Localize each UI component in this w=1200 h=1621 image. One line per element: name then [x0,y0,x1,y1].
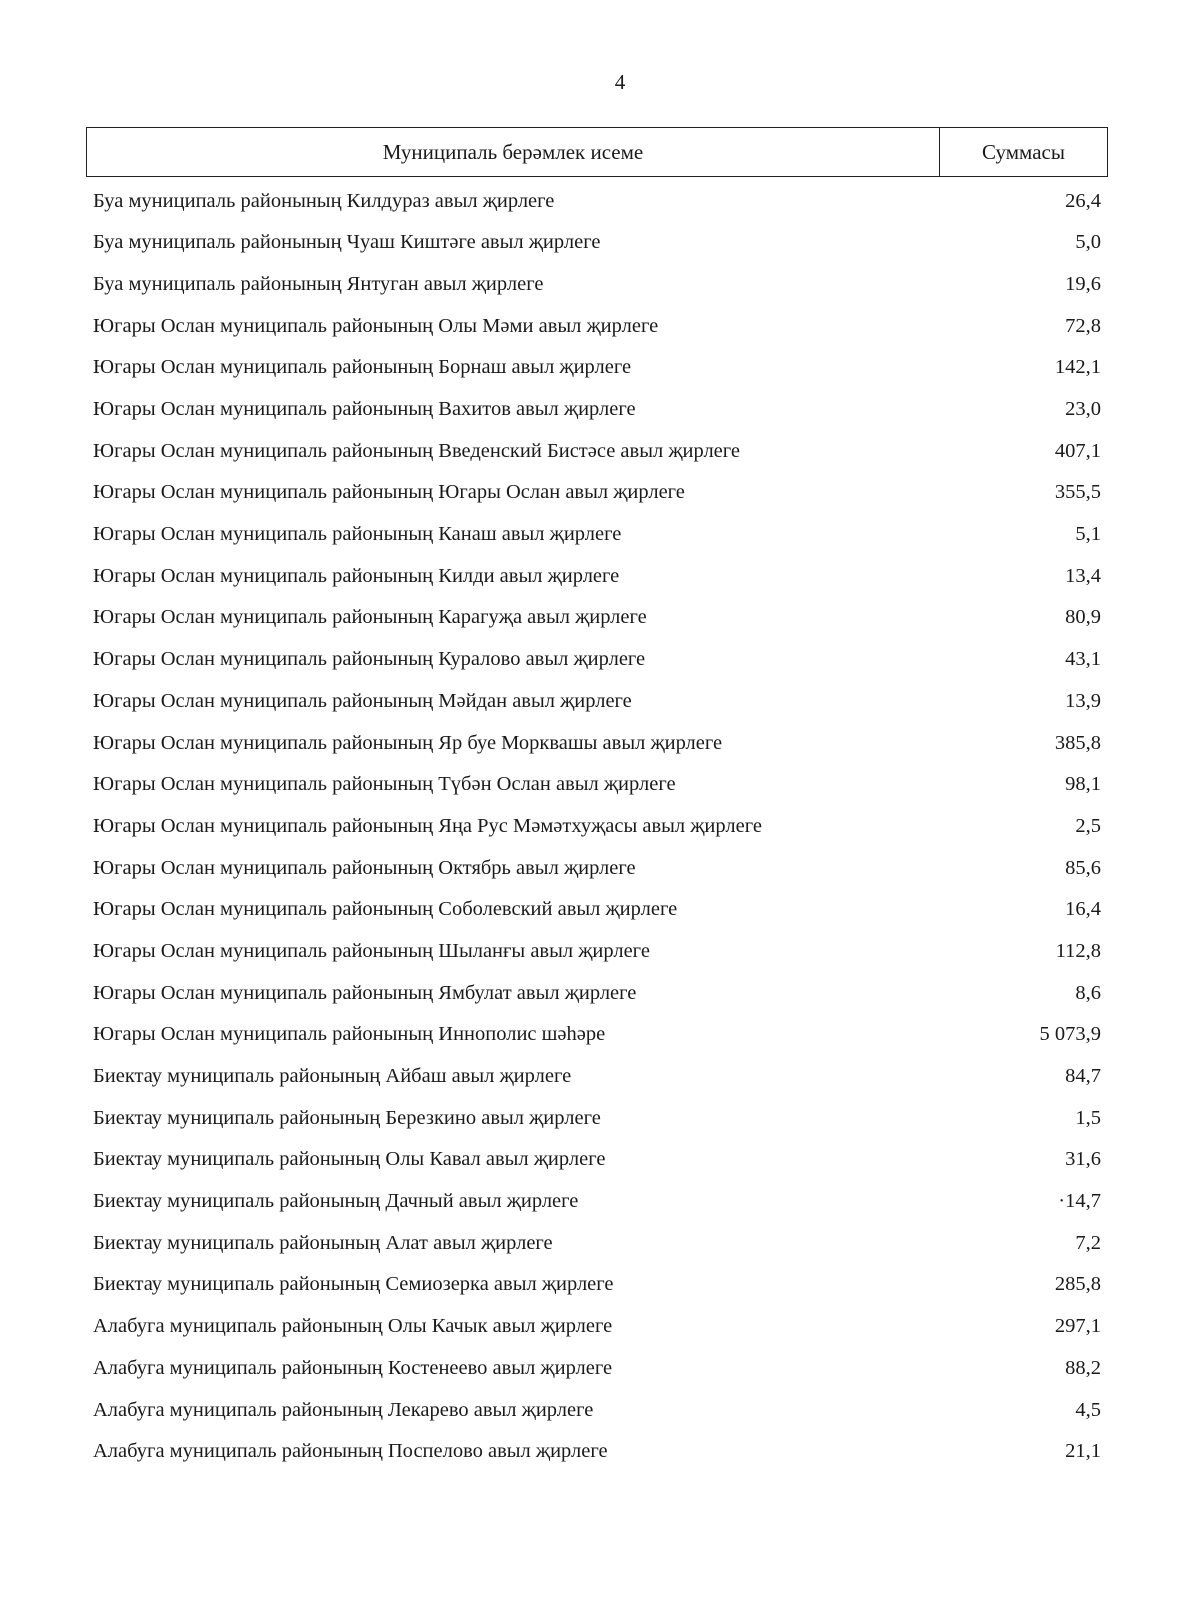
sum-value: 31,6 [1065,1148,1101,1171]
municipality-name: Югары Ослан муниципаль районының Ямбулат авыл җирлеге [93,981,637,1004]
sum-value: 285,8 [1054,1273,1101,1296]
sum-value: 13,9 [1065,689,1101,712]
table-row [93,889,1101,931]
sum-value: 13,4 [1065,564,1101,587]
municipality-name: Биектау муниципаль районының Дачный авыл җирлеге [93,1190,579,1213]
table-row [93,1389,1101,1431]
municipality-name: Югары Ослан муниципаль районының Борнаш авыл җирлеге [93,356,632,379]
municipality-name: Биектау муниципаль районының Семиозерка авыл җирлеге [93,1273,614,1296]
sum-value: 84,7 [1065,1065,1101,1088]
municipality-name: Югары Ослан муниципаль районының Канаш авыл җирлеге [93,523,622,546]
sum-value: 85,6 [1065,856,1101,879]
sum-value: 385,8 [1054,731,1101,754]
table-row [93,305,1101,347]
sum-value: 2,5 [1075,814,1101,837]
table-row [93,1347,1101,1389]
municipality-name: Алабуга муниципаль районының Олы Качык авыл җирлеге [93,1315,613,1338]
sum-value: 5 073,9 [1039,1023,1101,1046]
table-row [93,847,1101,889]
sum-value: 112,8 [1055,939,1101,962]
table-row [93,1055,1101,1097]
municipality-name: Югары Ослан муниципаль районының Вахитов авыл җирлеге [93,398,636,421]
municipality-name: Югары Ослан муниципаль районының Октябрь авыл җирлеге [93,856,636,879]
table-body [93,180,1101,1472]
municipality-name: Югары Ослан муниципаль районының Иннополис шәһәре [93,1023,606,1046]
municipality-name: Биектау муниципаль районының Айбаш авыл җирлеге [93,1065,572,1088]
table-row [93,680,1101,722]
sum-value: 16,4 [1065,898,1101,921]
municipality-name: Буа муниципаль районының Килдураз авыл җирлеге [93,189,555,212]
municipality-name: Югары Ослан муниципаль районының Введенский Бистәсе авыл җирлеге [93,439,741,462]
sum-value: 407,1 [1054,439,1101,462]
municipality-name: Югары Ослан муниципаль районының Мәйдан авыл җирлеге [93,689,632,712]
sum-value: 355,5 [1054,481,1101,504]
table-row [93,805,1101,847]
municipality-name: Югары Ослан муниципаль районының Куралово авыл җирлеге [93,648,646,671]
table-row [93,1139,1101,1181]
table-row [93,222,1101,264]
column-header-name: Муниципаль берәмлек исеме [87,128,940,176]
municipality-name: Буа муниципаль районының Чуаш Киштәге авыл җирлеге [93,231,601,254]
municipality-name: Югары Ослан муниципаль районының Югары Ослан авыл җирлеге [93,481,685,504]
municipality-name: Югары Ослан муниципаль районының Килди авыл җирлеге [93,564,620,587]
sum-value: 297,1 [1054,1315,1101,1338]
table-row [93,1222,1101,1264]
municipality-name: Югары Ослан муниципаль районының Яр буе Морквашы авыл җирлеге [93,731,723,754]
sum-value: 98,1 [1065,773,1101,796]
sum-value: 7,2 [1075,1231,1101,1254]
table-row [93,722,1101,764]
municipality-name: Югары Ослан муниципаль районының Түбән Ослан авыл җирлеге [93,773,676,796]
municipality-name: Югары Ослан муниципаль районының Соболевский авыл җирлеге [93,898,678,921]
table-row [93,639,1101,681]
municipality-name: Алабуга муниципаль районының Костенеево авыл җирлеге [93,1356,613,1379]
table-row [93,597,1101,639]
municipality-name: Югары Ослан муниципаль районының Яңа Рус Мәмәтхуҗасы авыл җирлеге [93,814,762,837]
table-row [93,430,1101,472]
sum-value: 88,2 [1065,1356,1101,1379]
table-row [93,930,1101,972]
page-number: 4 [614,70,626,94]
municipality-name: Биектау муниципаль районының Олы Кавал авыл җирлеге [93,1148,606,1171]
table-row [93,972,1101,1014]
table-row [93,1181,1101,1223]
municipality-name: Югары Ослан муниципаль районының Шыланғы авыл җирлеге [93,939,650,962]
sum-value: 5,0 [1075,231,1101,254]
table-row [93,1431,1101,1473]
sum-value: 19,6 [1065,272,1101,295]
table-row [93,1014,1101,1056]
sum-value: 21,1 [1065,1440,1101,1463]
sum-value: 80,9 [1065,606,1101,629]
table-row [93,347,1101,389]
municipality-name: Алабуга муниципаль районының Поспелово авыл җирлеге [93,1440,608,1463]
sum-value: 26,4 [1065,189,1101,212]
sum-value: 72,8 [1065,314,1101,337]
table-row [93,514,1101,556]
municipality-name: Югары Ослан муниципаль районының Карагуҗа авыл җирлеге [93,606,647,629]
sum-value: 43,1 [1065,648,1101,671]
sum-value: 1,5 [1075,1106,1101,1129]
table-row [93,1097,1101,1139]
column-header-sum: Суммасы [982,139,1065,164]
table-row [93,472,1101,514]
municipality-name: Биектау муниципаль районының Березкино авыл җирлеге [93,1106,601,1129]
municipality-name: Алабуга муниципаль районының Лекарево авыл җирлеге [93,1398,594,1421]
sum-value: 5,1 [1075,523,1101,546]
table-row [93,180,1101,222]
sum-value: 8,6 [1075,981,1101,1004]
table-row [93,555,1101,597]
table-row [93,388,1101,430]
municipality-name: Биектау муниципаль районының Алат авыл җирлеге [93,1231,553,1254]
municipality-name: Югары Ослан муниципаль районының Олы Мәми авыл җирлеге [93,314,659,337]
table-header [86,127,1108,177]
table-row [93,1306,1101,1348]
sum-value: 4,5 [1075,1398,1101,1421]
table-row [93,263,1101,305]
table-row [93,1264,1101,1306]
sum-value: 142,1 [1054,356,1101,379]
municipality-name: Буа муниципаль районының Янтуган авыл җирлеге [93,272,544,295]
table-row [93,764,1101,806]
sum-value: 23,0 [1065,398,1101,421]
sum-value: ·14,7 [1058,1190,1101,1213]
